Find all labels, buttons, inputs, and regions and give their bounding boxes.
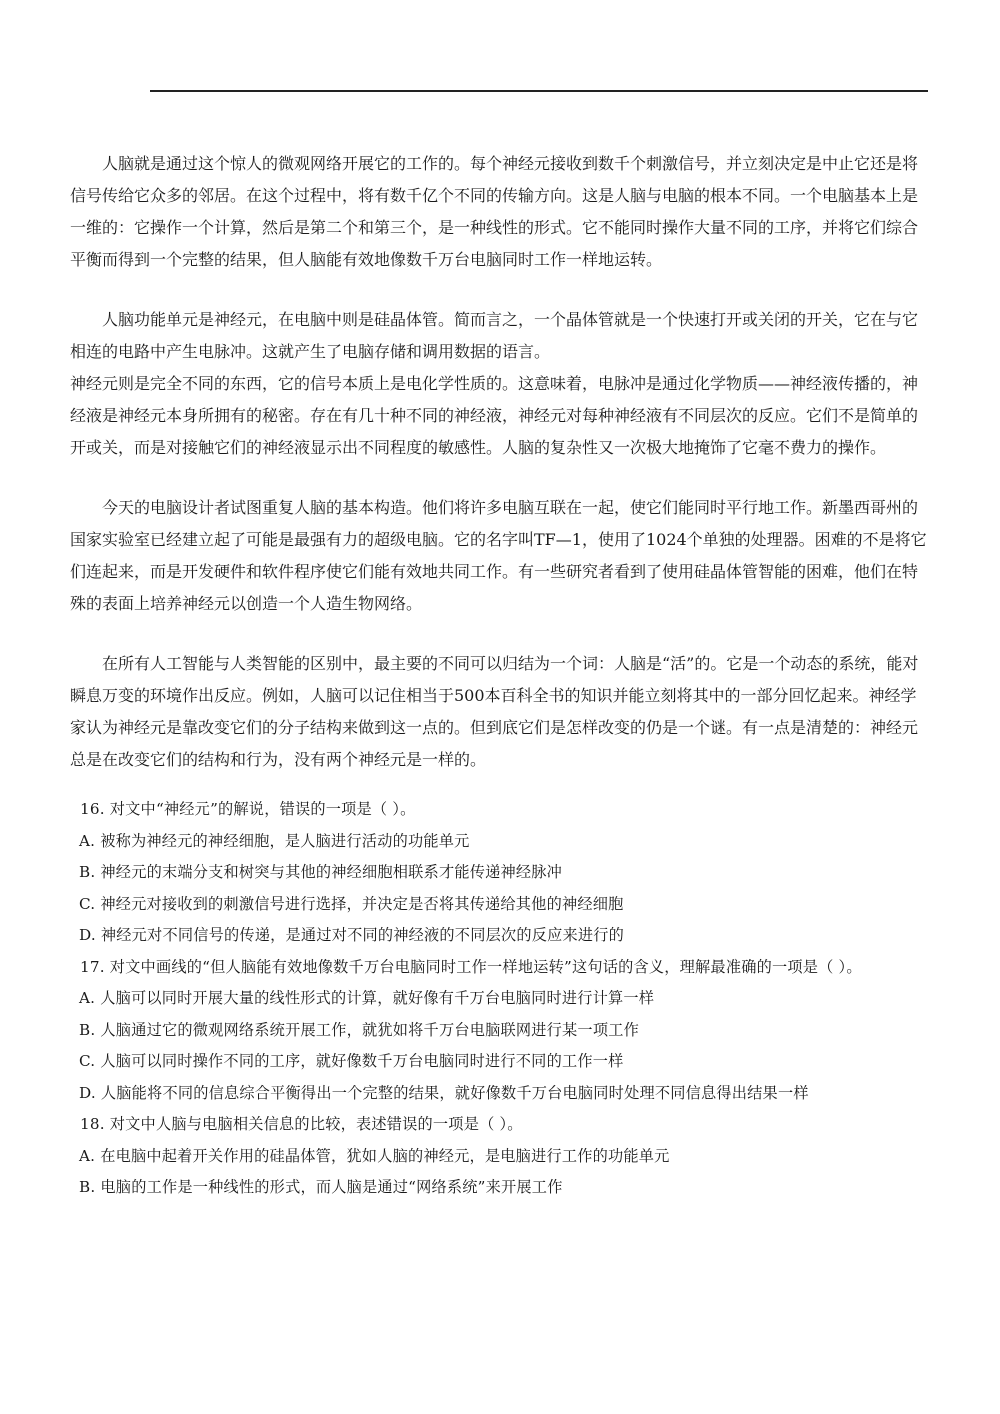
passage-paragraph-1: 人脑就是通过这个惊人的微观网络开展它的工作的。每个神经元接收到数千个刺激信号，并立刻决定是中止它还是将信号传给它众多的邻居。在这个过程中，将有数千亿个不同的传输方向。这是人脑与电脑的根本不同。一个电脑基本上是一维的：它操作一个计算，然后是第二个和第三个，是一种线性的形式。它不能同时操作大量不同的工序，并将它们综合平衡而得到一个完整的结果，但人脑能有效地像数千万台电脑同时工作一样地运转。 bbox=[70, 154, 919, 269]
question-17-option-d: D. 人脑能将不同的信息综合平衡得出一个完整的结果，就好像数千万台电脑同时处理不同信息得出结果一样 bbox=[79, 1083, 809, 1102]
question-16-option-d: D. 神经元对不同信号的传递，是通过对不同的神经液的不同层次的反应来进行的 bbox=[79, 926, 625, 944]
question-18-option-b: B. 电脑的工作是一种线性的形式，而人脑是通过“网络系统”来开展工作 bbox=[79, 1178, 563, 1196]
question-16-option-b: B. 神经元的末端分支和树突与其他的神经细胞相联系才能传递神经脉冲 bbox=[79, 863, 563, 881]
question-17-stem: 17. 对文中画线的“但人脑能有效地像数千万台电脑同时工作一样地运转”这句话的含义，理解最准确的一项是（ ）。 bbox=[80, 957, 862, 976]
question-list bbox=[70, 794, 932, 1204]
passage-paragraph-3: 神经元则是完全不同的东西，它的信号本质上是电化学性质的。这意味着，电脉冲是通过化学物质——神经液传播的，神经液是神经元本身所拥有的秘密。存在有几十种不同的神经液，神经元对每种神经液有不同层次的反应。它们不是简单的开或关，而是对接触它们的神经液显示出不同程度的敏感性。人脑的复杂性又一次极大地掩饰了它毫不费力的操作。 bbox=[70, 374, 919, 457]
document-body bbox=[70, 148, 932, 1204]
question-17-option-a: A. 人脑可以同时开展大量的线性形式的计算，就好像有千万台电脑同时进行计算一样 bbox=[79, 989, 655, 1007]
question-17-option-c: C. 人脑可以同时操作不同的工序，就好像数千万台电脑同时进行不同的工作一样 bbox=[79, 1052, 624, 1070]
question-16-option-a: A. 被称为神经元的神经细胞，是人脑进行活动的功能单元 bbox=[79, 831, 470, 850]
question-16-option-c: C. 神经元对接收到的刺激信号进行选择，并决定是否将其传递给其他的神经细胞 bbox=[79, 894, 624, 913]
passage-paragraph-2: 人脑功能单元是神经元，在电脑中则是硅晶体管。简而言之，一个晶体管就是一个快速打开或关闭的开关，它在与它相连的电路中产生电脉冲。这就产生了电脑存储和调用数据的语言。 bbox=[70, 310, 919, 361]
question-18-option-a: A. 在电脑中起着开关作用的硅晶体管，犹如人脑的神经元，是电脑进行工作的功能单元 bbox=[79, 1146, 670, 1165]
question-18-stem: 18. 对文中人脑与电脑相关信息的比较，表述错误的一项是（ ）。 bbox=[80, 1115, 523, 1133]
question-16-stem: 16. 对文中“神经元”的解说，错误的一项是（ ）。 bbox=[80, 800, 416, 818]
question-17-option-b: B. 人脑通过它的微观网络系统开展工作，就犹如将千万台电脑联网进行某一项工作 bbox=[79, 1020, 639, 1039]
passage-paragraph-4: 今天的电脑设计者试图重复人脑的基本构造。他们将许多电脑互联在一起，使它们能同时平行地工作。新墨西哥州的国家实验室已经建立起了可能是最强有力的超级电脑。它的名字叫TF—1，使用了1024个单独的处理器。困难的不是将它们连起来，而是开发硬件和软件程序使它们能有效地共同工作。有一些研究者看到了使用硅晶体管智能的困难，他们在特殊的表面上培养神经元以创造一个人造生物网络。 bbox=[70, 498, 927, 613]
passage-paragraph-5: 在所有人工智能与人类智能的区别中，最主要的不同可以归结为一个词：人脑是“活”的。它是一个动态的系统，能对瞬息万变的环境作出反应。例如，人脑可以记住相当于500本百科全书的知识并能立刻将其中的一部分回忆起来。神经学家认为神经元是靠改变它们的分子结构来做到这一点的。但到底它们是怎样改变的仍是一个谜。有一点是清楚的：神经元总是在改变它们的结构和行为，没有两个神经元是一样的。 bbox=[70, 654, 919, 769]
header-rule bbox=[150, 90, 928, 92]
